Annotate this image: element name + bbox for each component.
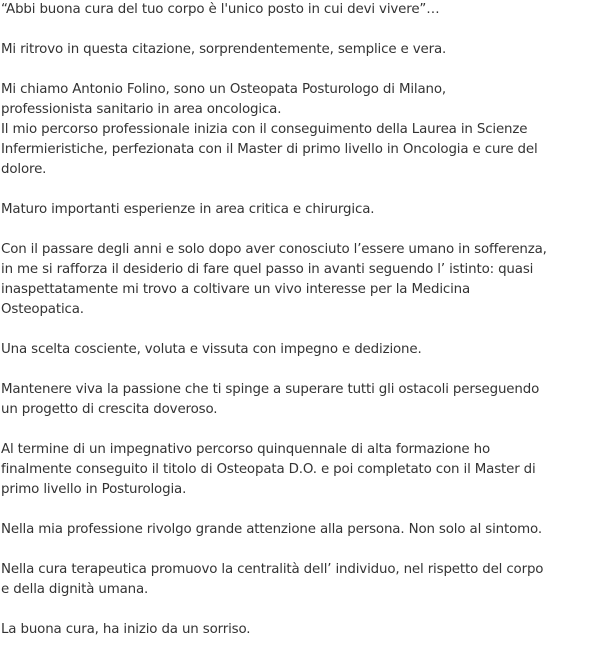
text-line: professionista sanitario in area oncologica. bbox=[1, 102, 282, 117]
text-line: La buona cura, ha inizio da un sorriso. bbox=[1, 622, 251, 637]
text-line: Con il passare degli anni e solo dopo aver conosciuto l’essere umano in sofferenza, bbox=[1, 242, 547, 257]
text-line: Infermieristiche, perfezionata con il Master di primo livello in Oncologia e cure del bbox=[1, 142, 538, 157]
paragraph-quote bbox=[1, 0, 602, 20]
paragraph-choice bbox=[1, 340, 602, 360]
text-line: Mi chiamo Antonio Folino, sono un Osteopata Posturologo di Milano, bbox=[1, 82, 447, 97]
text-line: un progetto di crescita doveroso. bbox=[1, 402, 218, 417]
text-line: Osteopatica. bbox=[1, 302, 84, 317]
paragraph-introduction bbox=[1, 80, 602, 180]
text-line: Mantenere viva la passione che ti spinge a superare tutti gli ostacoli perseguendo bbox=[1, 382, 540, 397]
text-line: Nella mia professione rivolgo grande attenzione alla persona. Non solo al sintomo. bbox=[1, 522, 542, 537]
text-line: in me si rafforza il desiderio di fare quel passo in avanti seguendo l’ istinto: quasi bbox=[1, 262, 534, 277]
text-line: finalmente conseguito il titolo di Osteopata D.O. e poi completato con il Master di bbox=[1, 462, 536, 477]
text-line: Il mio percorso professionale inizia con il conseguimento della Laurea in Scienze bbox=[1, 122, 528, 137]
paragraph-passion bbox=[1, 380, 602, 420]
paragraph-closing bbox=[1, 620, 602, 640]
paragraph-training bbox=[1, 440, 602, 500]
text-line: Nella cura terapeutica promuovo la centralità dell’ individuo, nel rispetto del corpo bbox=[1, 562, 544, 577]
paragraph-citation-remark bbox=[1, 40, 602, 60]
text-line: dolore. bbox=[1, 162, 47, 177]
paragraph-attention bbox=[1, 520, 602, 540]
text-line: Maturo importanti esperienze in area critica e chirurgica. bbox=[1, 202, 375, 217]
paragraph-osteopathy-interest bbox=[1, 240, 602, 320]
text-line: inaspettatamente mi trovo a coltivare un vivo interesse per la Medicina bbox=[1, 282, 471, 297]
text-line: primo livello in Posturologia. bbox=[1, 482, 187, 497]
text-line: Una scelta cosciente, voluta e vissuta con impegno e dedizione. bbox=[1, 342, 422, 357]
text-line: Mi ritrovo in questa citazione, sorprendentemente, semplice e vera. bbox=[1, 42, 447, 57]
text-line: Al termine di un impegnativo percorso quinquennale di alta formazione ho bbox=[1, 442, 490, 457]
paragraph-therapy bbox=[1, 560, 602, 600]
text-line: e della dignità umana. bbox=[1, 582, 149, 597]
text-line: “Abbi buona cura del tuo corpo è l'unico posto in cui devi vivere”… bbox=[1, 2, 440, 17]
paragraph-experience bbox=[1, 200, 602, 220]
